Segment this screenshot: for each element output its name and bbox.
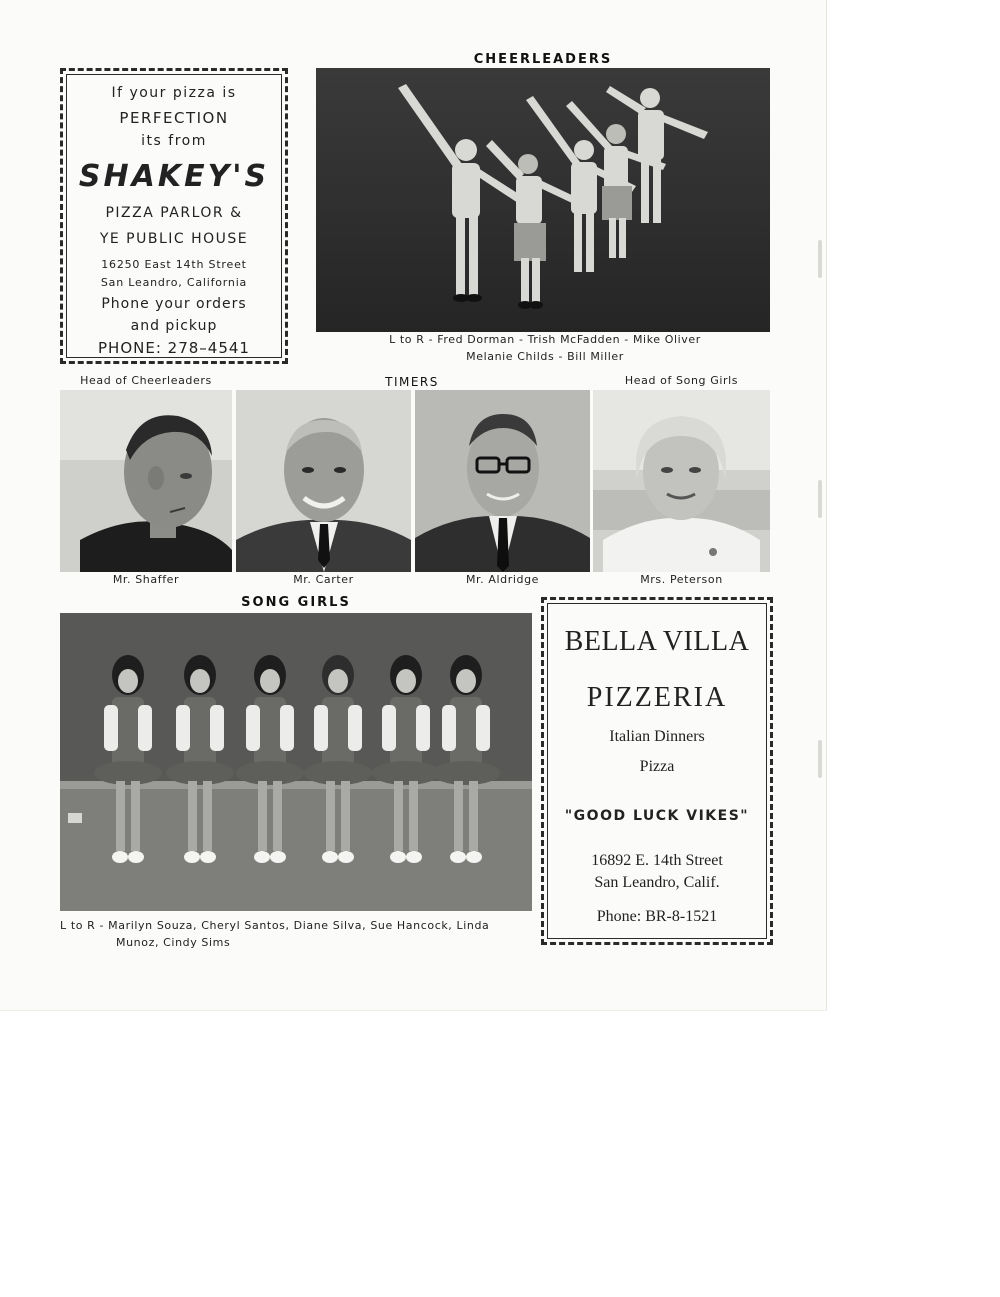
portrait-name-peterson: Mrs. Peterson bbox=[640, 573, 723, 586]
bella-villa-phone: Phone: BR-8-1521 bbox=[596, 908, 718, 925]
bella-villa-line-1: Italian Dinners bbox=[609, 728, 705, 745]
portrait-carter-photo bbox=[236, 390, 411, 572]
shakeys-tagline-2: PERFECTION bbox=[119, 109, 229, 127]
song-girls-caption bbox=[60, 917, 538, 951]
shakeys-name-line-2: YE PUBLIC HOUSE bbox=[99, 231, 249, 247]
shakeys-ad bbox=[60, 68, 288, 364]
shakeys-order-line-1: Phone your orders bbox=[101, 296, 247, 312]
song-girls-photo bbox=[60, 613, 532, 911]
shakeys-address-1: 16250 East 14th Street bbox=[101, 258, 247, 271]
cheerleaders-caption-line-1: L to R - Fred Dorman - Trish McFadden - Mike Oliver bbox=[389, 333, 701, 346]
shakeys-name-line-1: PIZZA PARLOR & bbox=[105, 205, 243, 221]
cheerleaders-caption-line-2: Melanie Childs - Bill Miller bbox=[466, 350, 624, 363]
portrait-name-shaffer: Mr. Shaffer bbox=[112, 573, 180, 586]
bella-villa-line-2: Pizza bbox=[639, 758, 675, 775]
cheerleaders-heading: CHEERLEADERS bbox=[473, 52, 613, 67]
portrait-role-shaffer: Head of Cheerleaders bbox=[80, 374, 212, 387]
cheerleaders-photo bbox=[316, 68, 770, 332]
shakeys-tagline-1: If your pizza is bbox=[111, 85, 237, 101]
bella-villa-name-line-2: PIZZERIA bbox=[586, 682, 728, 713]
portrait-role-peterson: Head of Song Girls bbox=[624, 374, 739, 387]
bella-villa-slogan: "GOOD LUCK VIKES" bbox=[564, 808, 750, 824]
bella-villa-address-1: 16892 E. 14th Street bbox=[591, 852, 723, 869]
binder-hole bbox=[818, 740, 822, 778]
portrait-aldridge-photo bbox=[415, 390, 590, 572]
bella-villa-address-2: San Leandro, Calif. bbox=[594, 874, 720, 891]
portrait-name-aldridge: Mr. Aldridge bbox=[465, 573, 540, 586]
shakeys-tagline-3: its from bbox=[141, 133, 207, 149]
timers-heading: TIMERS bbox=[385, 375, 439, 389]
bella-villa-ad bbox=[541, 597, 773, 945]
binder-hole bbox=[818, 240, 822, 278]
cheerleaders-caption bbox=[320, 331, 770, 365]
song-girls-heading: SONG GIRLS bbox=[241, 595, 351, 610]
bella-villa-name-line-1: BELLA VILLA bbox=[564, 626, 750, 657]
song-girls-caption-line-1: L to R - Marilyn Souza, Cheryl Santos, Diane Silva, Sue Hancock, Linda bbox=[60, 919, 490, 932]
shakeys-phone: PHONE: 278–4541 bbox=[98, 339, 250, 357]
shakeys-order-line-2: and pickup bbox=[130, 318, 218, 334]
shakeys-address-2: San Leandro, California bbox=[100, 276, 248, 289]
shakeys-logo: SHAKEY'S bbox=[78, 159, 270, 194]
song-girls-caption-line-2: Munoz, Cindy Sims bbox=[116, 936, 231, 949]
portrait-peterson-photo bbox=[593, 390, 770, 572]
portrait-shaffer-photo bbox=[60, 390, 232, 572]
binder-hole bbox=[818, 480, 822, 518]
portrait-name-carter: Mr. Carter bbox=[293, 573, 354, 586]
